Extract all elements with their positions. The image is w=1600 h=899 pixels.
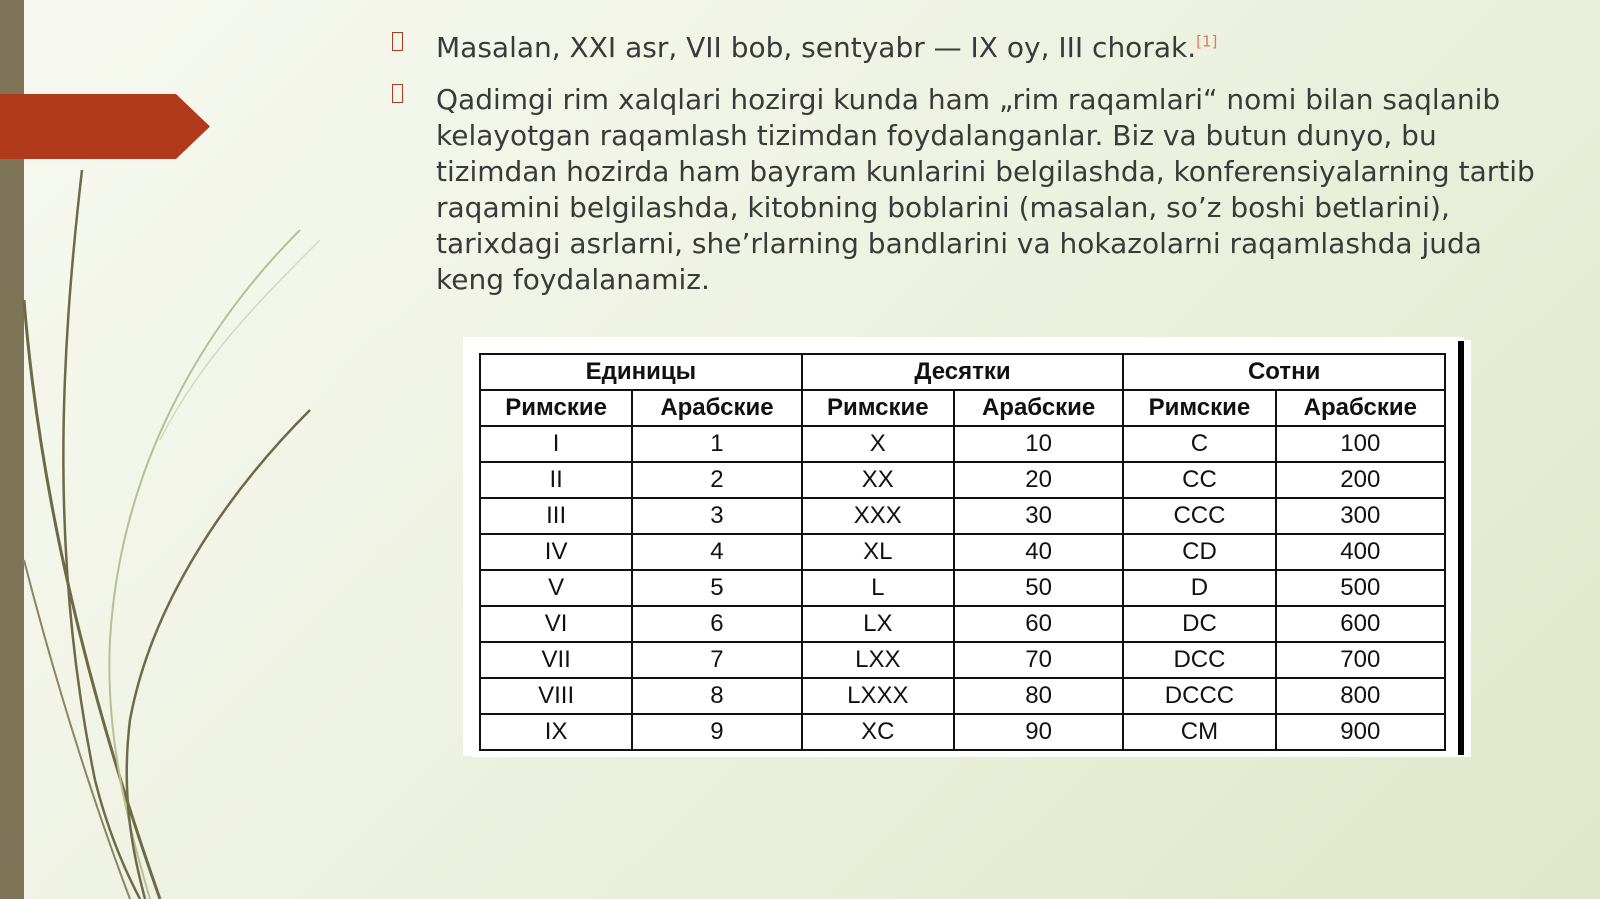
table-cell: VIII: [480, 678, 632, 714]
table-cell: 8: [632, 678, 801, 714]
table-cell: VI: [480, 606, 632, 642]
column-header: Арабские: [954, 390, 1123, 426]
table-cell: X: [802, 426, 954, 462]
table-row: [480, 642, 1445, 678]
table-cell: L: [802, 570, 954, 606]
table-cell: II: [480, 462, 632, 498]
column-header: Арабские: [1276, 390, 1445, 426]
table-cell: 10: [954, 426, 1123, 462]
table-cell: XC: [802, 714, 954, 750]
bullet-item: [392, 82, 1542, 298]
group-header-cell: Десятки: [802, 354, 1124, 390]
table-cell: 600: [1276, 606, 1445, 642]
table-cell: CC: [1123, 462, 1275, 498]
table-cell: III: [480, 498, 632, 534]
table-cell: 900: [1276, 714, 1445, 750]
footnote-link[interactable]: [1]: [1196, 32, 1218, 51]
table-cell: CM: [1123, 714, 1275, 750]
table-row: [480, 534, 1445, 570]
table-body: [480, 426, 1445, 750]
table-cell: 9: [632, 714, 801, 750]
table-row: [480, 498, 1445, 534]
column-header: Римские: [1123, 390, 1275, 426]
table-cell: 90: [954, 714, 1123, 750]
column-header: Римские: [480, 390, 632, 426]
table-cell: 70: [954, 642, 1123, 678]
table-cell: C: [1123, 426, 1275, 462]
table-cell: 200: [1276, 462, 1445, 498]
table-cell: 40: [954, 534, 1123, 570]
table-row: [480, 606, 1445, 642]
table-group-header-row: [480, 354, 1445, 390]
table-cell: LXX: [802, 642, 954, 678]
table-cell: XL: [802, 534, 954, 570]
table-cell: 80: [954, 678, 1123, 714]
table-cell: 6: [632, 606, 801, 642]
table-cell: 2: [632, 462, 801, 498]
table-cell: 700: [1276, 642, 1445, 678]
table-cell: IX: [480, 714, 632, 750]
bullet-list: [392, 30, 1542, 314]
table-cell: 800: [1276, 678, 1445, 714]
group-header-cell: Сотни: [1123, 354, 1445, 390]
column-header: Арабские: [632, 390, 801, 426]
table-cell: 300: [1276, 498, 1445, 534]
table-cell: 100: [1276, 426, 1445, 462]
bullet-item: [392, 30, 1542, 66]
group-header-cell: Единицы: [480, 354, 802, 390]
table-row: [480, 714, 1445, 750]
table-cell: 30: [954, 498, 1123, 534]
table-cell: DCCC: [1123, 678, 1275, 714]
table-cell: 3: [632, 498, 801, 534]
table-subheader-row: [480, 390, 1445, 426]
table-cell: DC: [1123, 606, 1275, 642]
roman-numerals-table: [479, 353, 1446, 751]
table-cell: VII: [480, 642, 632, 678]
table-cell: 5: [632, 570, 801, 606]
table-row: [480, 462, 1445, 498]
table-cell: IV: [480, 534, 632, 570]
bullet-text: Qadimgi rim xalqlari hozirgi kunda ham „rim raqamlari“ nomi bilan saqlanib kelayotgan raqamlash tizimdan foydalanganlar. Biz va butun dunyo, bu tizimdan hozirda ham bayram kunlarini belgilashda, konferensiyalarning tartib raqamini belgilashda, kitobning boblarini (masalan, so’z boshi betlarini), tarixdagi asrlarni, she’rlarning bandlarini va hokazolarni raqamlashda juda keng foydalanamiz.: [436, 83, 1535, 296]
table-cell: I: [480, 426, 632, 462]
table-cell: CCC: [1123, 498, 1275, 534]
table-cell: 500: [1276, 570, 1445, 606]
table-cell: 400: [1276, 534, 1445, 570]
table-row: [480, 426, 1445, 462]
table-cell: 4: [632, 534, 801, 570]
table-cell: 7: [632, 642, 801, 678]
column-header: Римские: [802, 390, 954, 426]
table-cell: XX: [802, 462, 954, 498]
table-row: [480, 570, 1445, 606]
table-cell: LX: [802, 606, 954, 642]
table-cell: DCC: [1123, 642, 1275, 678]
table-cell: D: [1123, 570, 1275, 606]
table-cell: XXX: [802, 498, 954, 534]
table-cell: 50: [954, 570, 1123, 606]
table-cell: V: [480, 570, 632, 606]
bullet-marker-icon: [392, 84, 403, 103]
red-arrow-shape: [0, 94, 210, 159]
table-cell: 60: [954, 606, 1123, 642]
table-row: [480, 678, 1445, 714]
bullet-text: Masalan, XXI asr, VII bob, sentyabr — IX oy, III chorak.: [436, 31, 1197, 64]
table-frame-edge: [1458, 341, 1464, 755]
bullet-marker-icon: [392, 32, 403, 51]
table-cell: 20: [954, 462, 1123, 498]
table-cell: CD: [1123, 534, 1275, 570]
table-cell: LXXX: [802, 678, 954, 714]
table-cell: 1: [632, 426, 801, 462]
